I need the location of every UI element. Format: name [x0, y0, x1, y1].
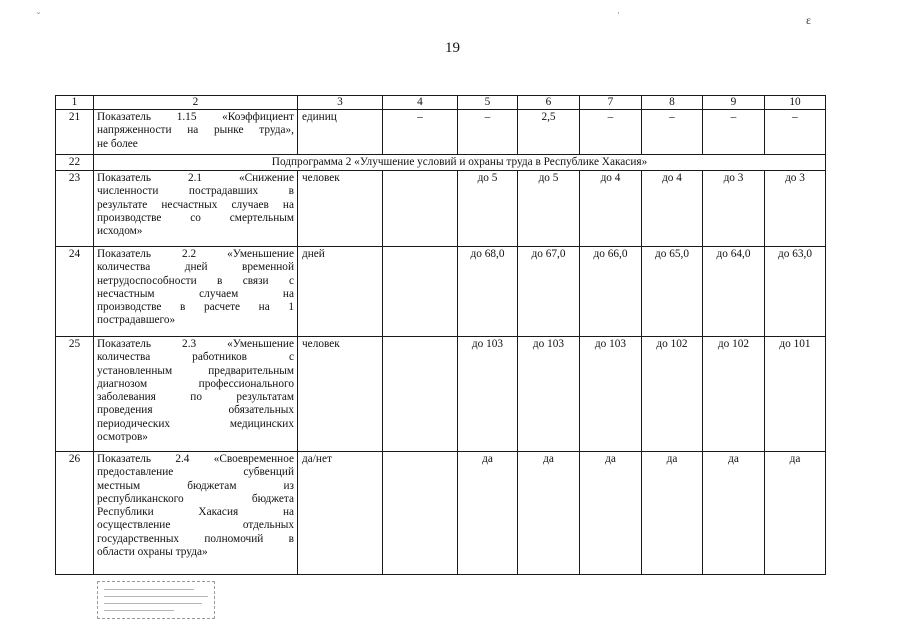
- scan-speck: ˘: [37, 11, 40, 21]
- value-cell-col-8: да: [642, 452, 703, 575]
- row-number-cell: 23: [55, 171, 94, 247]
- indicator-text-line: несчастным случаем на: [97, 287, 294, 300]
- indicator-text-line: количества работников с: [97, 351, 294, 364]
- value-cell-col-10: –: [765, 110, 826, 155]
- indicator-text-line: исходом»: [97, 225, 143, 238]
- indicator-text-line: предоставление субвенций: [97, 466, 294, 479]
- header-cell-1: 1: [55, 95, 94, 110]
- unit-cell: да/нет: [298, 452, 383, 575]
- indicator-text-line: Показатель 2.1 «Снижение: [97, 172, 294, 184]
- indicator-cell: [94, 110, 298, 155]
- value-cell-col-9: до 64,0: [703, 247, 765, 337]
- indicator-text-line: пострадавшего»: [97, 314, 176, 327]
- indicator-text-line: нетрудоспособности в связи с: [97, 274, 294, 287]
- indicator-text-line: Показатель 2.4 «Своевременное: [97, 453, 294, 465]
- indicator-text-line: республиканского бюджета: [97, 492, 294, 505]
- value-cell-col-7: до 103: [580, 337, 642, 452]
- unit-cell: человек: [298, 337, 383, 452]
- page-number: 19: [445, 40, 460, 56]
- indicator-text-line: напряженности на рынке труда»,: [97, 124, 294, 137]
- registration-stamp: [97, 581, 215, 619]
- baseline-cell: [383, 452, 458, 575]
- indicator-text-line: области охраны труда»: [97, 546, 208, 559]
- row-number-cell: 24: [55, 247, 94, 337]
- value-cell-col-9: –: [703, 110, 765, 155]
- header-cell-3: 3: [298, 95, 383, 110]
- value-cell-col-7: до 66,0: [580, 247, 642, 337]
- indicator-text-line: количества дней временной: [97, 261, 294, 274]
- value-cell-col-6: да: [518, 452, 580, 575]
- row-number-cell: 21: [55, 110, 94, 155]
- baseline-cell: [383, 337, 458, 452]
- value-cell-col-6: до 103: [518, 337, 580, 452]
- value-cell-col-5: да: [458, 452, 518, 575]
- subprogram-heading: Подпрограмма 2 «Улучшение условий и охраны труда в Республике Хакасия»: [94, 155, 826, 171]
- indicator-text-line: местным бюджетам из: [97, 479, 294, 492]
- indicator-text-line: Показатель 1.15 «Коэффициент: [97, 111, 294, 123]
- value-cell-col-10: до 3: [765, 171, 826, 247]
- value-cell-col-9: до 102: [703, 337, 765, 452]
- indicator-text-line: не более: [97, 137, 138, 150]
- header-cell-10: 10: [765, 95, 826, 110]
- baseline-cell: [383, 171, 458, 247]
- value-cell-col-5: до 5: [458, 171, 518, 247]
- row-number-cell: 25: [55, 337, 94, 452]
- unit-cell: человек: [298, 171, 383, 247]
- indicator-text-line: осмотров»: [97, 431, 148, 444]
- baseline-cell: [383, 247, 458, 337]
- indicator-text-line: диагнозом профессионального: [97, 377, 294, 390]
- indicator-text-line: периодических медицинских: [97, 417, 294, 430]
- indicator-text-line: государственных полномочий в: [97, 532, 294, 545]
- value-cell-col-7: –: [580, 110, 642, 155]
- header-cell-7: 7: [580, 95, 642, 110]
- header-cell-4: 4: [383, 95, 458, 110]
- indicator-text-line: Республики Хакасия на: [97, 506, 294, 519]
- value-cell-col-6: до 5: [518, 171, 580, 247]
- indicator-text-line: Показатель 2.2 «Уменьшение: [97, 248, 294, 260]
- indicator-text-line: производстве со смертельным: [97, 211, 294, 224]
- value-cell-col-8: до 4: [642, 171, 703, 247]
- indicator-text-line: численности пострадавших в: [97, 185, 294, 198]
- row-number-cell: 26: [55, 452, 94, 575]
- value-cell-col-7: да: [580, 452, 642, 575]
- indicator-cell: [94, 247, 298, 337]
- value-cell-col-8: до 65,0: [642, 247, 703, 337]
- indicator-text-line: Показатель 2.3 «Уменьшение: [97, 338, 294, 350]
- indicator-text-line: установленным предварительным: [97, 364, 294, 377]
- unit-cell: дней: [298, 247, 383, 337]
- header-cell-8: 8: [642, 95, 703, 110]
- indicator-cell: [94, 171, 298, 247]
- indicator-text-line: производстве в расчете на 1: [97, 301, 294, 314]
- value-cell-col-5: –: [458, 110, 518, 155]
- value-cell-col-6: 2,5: [518, 110, 580, 155]
- value-cell-col-7: до 4: [580, 171, 642, 247]
- row-number-cell: 22: [55, 155, 94, 171]
- value-cell-col-10: до 101: [765, 337, 826, 452]
- indicator-cell: [94, 452, 298, 575]
- value-cell-col-5: до 103: [458, 337, 518, 452]
- value-cell-col-8: –: [642, 110, 703, 155]
- value-cell-col-10: да: [765, 452, 826, 575]
- indicator-text-line: осуществление отдельных: [97, 519, 294, 532]
- value-cell-col-9: да: [703, 452, 765, 575]
- value-cell-col-5: до 68,0: [458, 247, 518, 337]
- indicator-text-line: проведения обязательных: [97, 404, 294, 417]
- header-cell-5: 5: [458, 95, 518, 110]
- baseline-cell: –: [383, 110, 458, 155]
- scan-speck: ˙: [617, 11, 620, 21]
- value-cell-col-9: до 3: [703, 171, 765, 247]
- unit-cell: единиц: [298, 110, 383, 155]
- indicator-cell: [94, 337, 298, 452]
- indicator-text-line: результате несчастных случаев на: [97, 198, 294, 211]
- header-cell-9: 9: [703, 95, 765, 110]
- value-cell-col-6: до 67,0: [518, 247, 580, 337]
- scan-speck: ɛ: [806, 13, 812, 27]
- indicator-text-line: заболевания по результатам: [97, 391, 294, 404]
- header-cell-2: 2: [94, 95, 298, 110]
- header-cell-6: 6: [518, 95, 580, 110]
- value-cell-col-10: до 63,0: [765, 247, 826, 337]
- value-cell-col-8: до 102: [642, 337, 703, 452]
